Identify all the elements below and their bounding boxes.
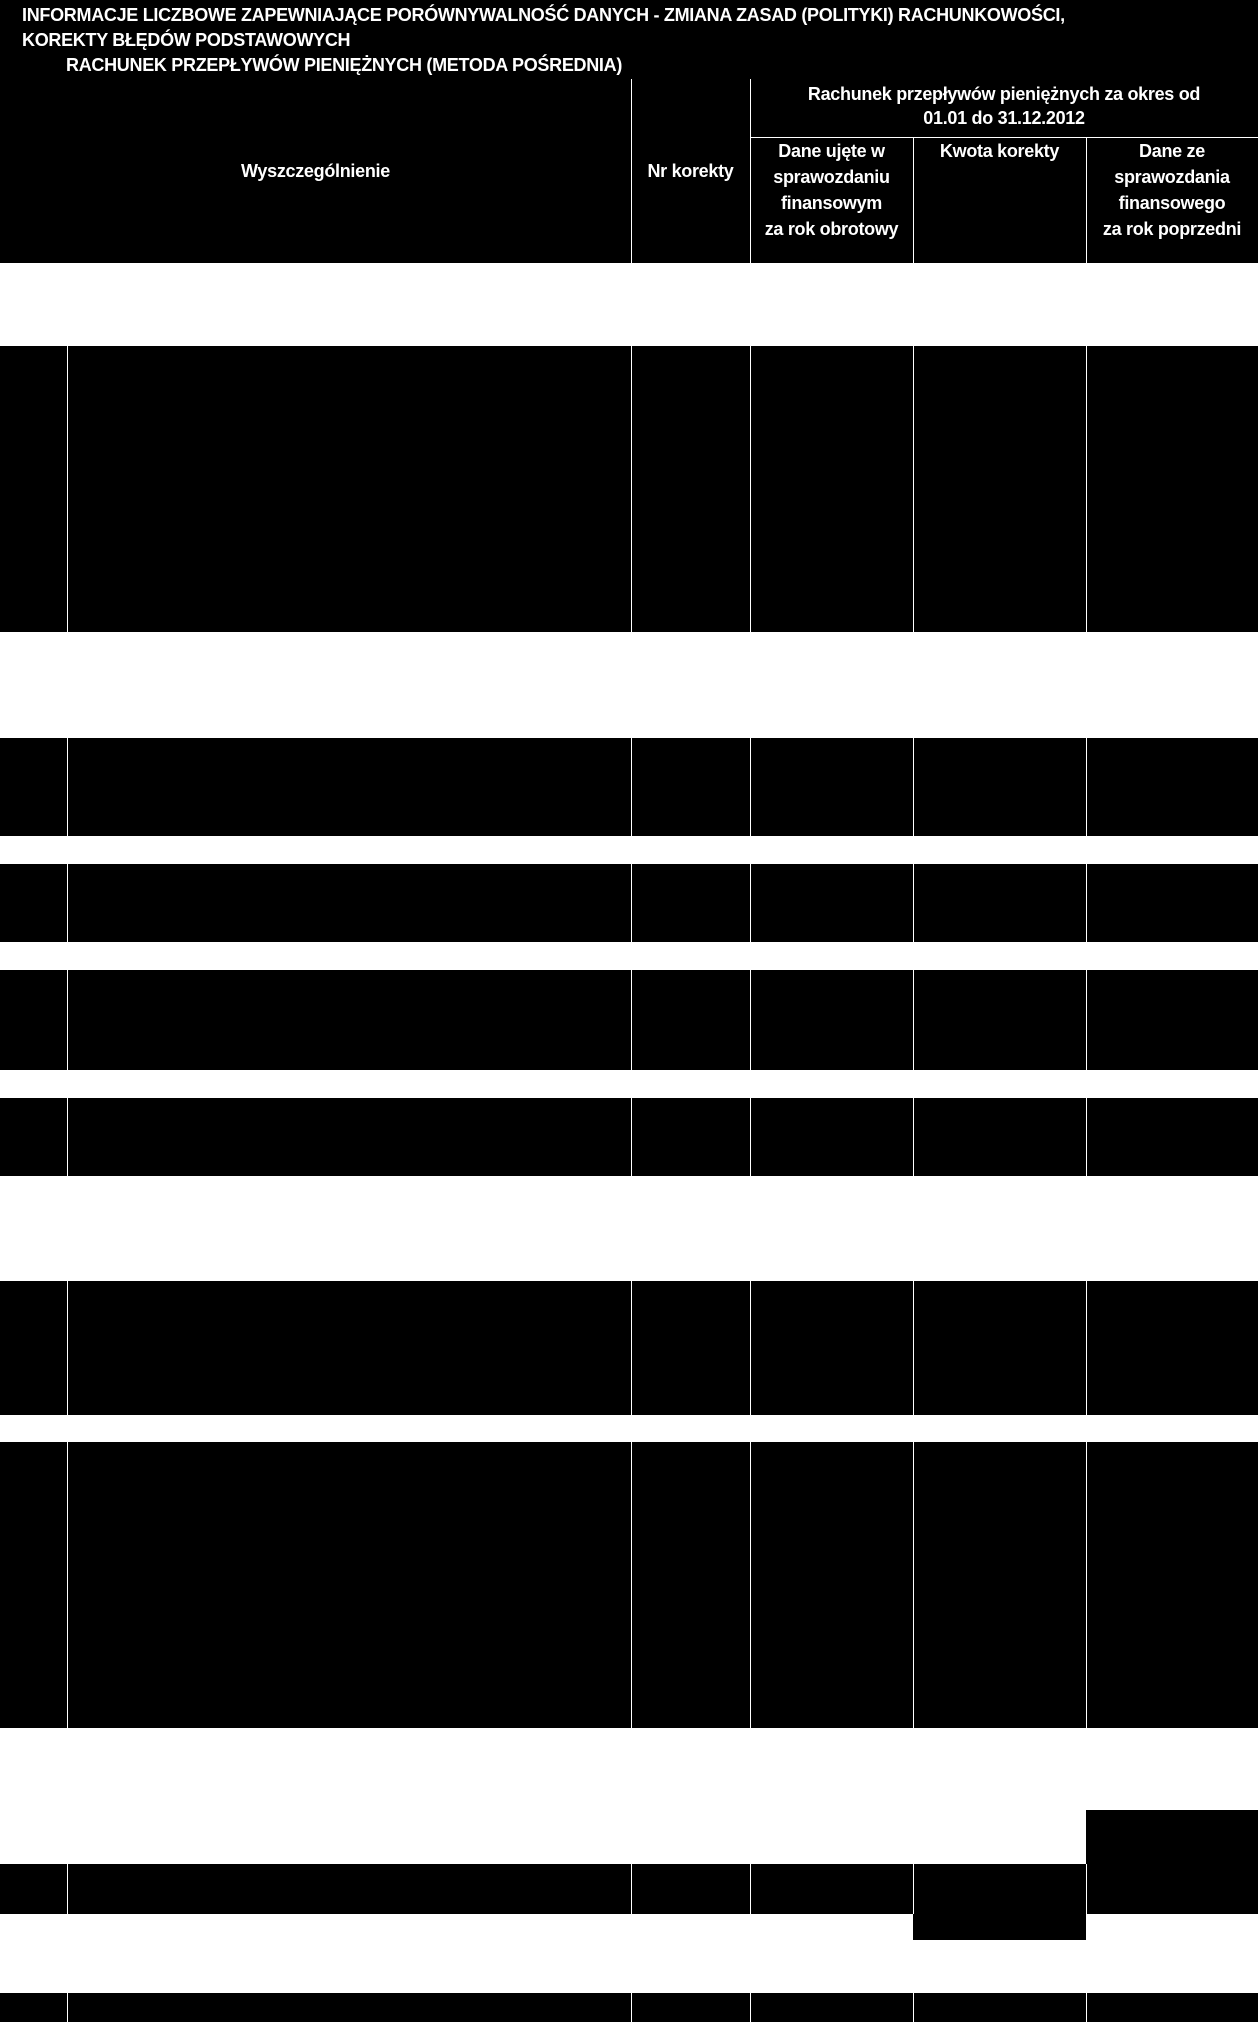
- table-column-line: [67, 1281, 68, 1415]
- table-column-line: [1086, 1993, 1087, 2022]
- table-column-line: [631, 1281, 632, 1415]
- table-column-line: [631, 1993, 632, 2022]
- table-column-line: [631, 864, 632, 942]
- table-column-line: [67, 1993, 68, 2022]
- table-section-panel: [0, 1442, 1258, 1728]
- header-group-line2: 01.01 do 31.12.2012: [923, 108, 1085, 128]
- table-column-line: [1086, 1442, 1087, 1728]
- table-column-line: [913, 1864, 914, 1914]
- header-text-line: Dane ze: [1139, 141, 1205, 161]
- table-column-line: [631, 970, 632, 1070]
- table-column-line: [750, 1442, 751, 1728]
- table-section-panel: [0, 1993, 1258, 2022]
- header-text-line: sprawozdaniu: [773, 167, 890, 187]
- table-column-line: [913, 1098, 914, 1176]
- header-text-line: finansowego: [1118, 193, 1226, 213]
- header-text-line: Dane ujęte w: [778, 141, 885, 161]
- isolated-cell: [913, 1914, 1086, 1940]
- table-column-line: [913, 864, 914, 942]
- table-column-line: [631, 738, 632, 836]
- table-column-line: [750, 346, 751, 632]
- table-column-line: [750, 1864, 751, 1914]
- header-col-correction-number: Nr korekty: [647, 161, 734, 181]
- table-column-line: [750, 738, 751, 836]
- table-column-line: [913, 1281, 914, 1415]
- table-section-panel: [0, 864, 1258, 942]
- header-row-line: [750, 137, 1258, 138]
- header-column-line: [631, 79, 632, 263]
- header-col-description: Wyszczególnienie: [241, 161, 390, 181]
- table-section-panel: [0, 738, 1258, 836]
- table-column-line: [750, 1993, 751, 2022]
- table-column-line: [631, 346, 632, 632]
- table-column-line: [750, 1281, 751, 1415]
- isolated-cell: [1086, 1810, 1258, 1864]
- table-column-line: [1086, 1864, 1087, 1914]
- table-section-panel: [0, 1864, 1258, 1914]
- document-subtitle: RACHUNEK PRZEPŁYWÓW PIENIĘŻNYCH (METODA POŚREDNIA): [66, 55, 623, 75]
- table-column-line: [631, 1864, 632, 1914]
- table-column-line: [750, 864, 751, 942]
- table-column-line: [1086, 346, 1087, 632]
- table-column-line: [67, 1864, 68, 1914]
- header-column-line: [750, 79, 751, 263]
- table-column-line: [913, 1993, 914, 2022]
- header-text-line: za rok poprzedni: [1102, 219, 1242, 239]
- table-column-line: [1086, 864, 1087, 942]
- header-text-line: za rok obrotowy: [764, 219, 899, 239]
- header-text-line: finansowym: [780, 193, 883, 213]
- table-column-line: [67, 1098, 68, 1176]
- header-column-line: [913, 137, 914, 263]
- table-section-panel: [0, 970, 1258, 1070]
- header-group-line1: Rachunek przepływów pieniężnych za okres od: [807, 84, 1201, 104]
- table-section-panel: [0, 1281, 1258, 1415]
- table-column-line: [750, 1098, 751, 1176]
- table-column-line: [631, 1098, 632, 1176]
- table-column-line: [913, 738, 914, 836]
- document-title-line2: KOREKTY BŁĘDÓW PODSTAWOWYCH: [22, 30, 351, 50]
- header-text-line: sprawozdania: [1114, 167, 1230, 187]
- table-column-line: [631, 1442, 632, 1728]
- table-column-line: [750, 970, 751, 1070]
- header-column-line: [1086, 137, 1087, 263]
- table-column-line: [1086, 970, 1087, 1070]
- table-column-line: [67, 346, 68, 632]
- table-column-line: [67, 738, 68, 836]
- document-title-line1: INFORMACJE LICZBOWE ZAPEWNIAJĄCE PORÓWNYWALNOŚĆ DANYCH - ZMIANA ZASAD (POLITYKI) RACHUNKOWOŚCI,: [22, 5, 1065, 25]
- table-column-line: [67, 970, 68, 1070]
- table-column-line: [67, 1442, 68, 1728]
- header-text-line: Kwota korekty: [939, 141, 1060, 161]
- table-column-line: [1086, 1281, 1087, 1415]
- table-section-panel: [0, 1098, 1258, 1176]
- table-column-line: [1086, 1098, 1087, 1176]
- table-column-line: [1086, 738, 1087, 836]
- table-column-line: [913, 1442, 914, 1728]
- table-column-line: [67, 864, 68, 942]
- table-section-panel: [0, 346, 1258, 632]
- table-column-line: [913, 346, 914, 632]
- table-column-line: [913, 970, 914, 1070]
